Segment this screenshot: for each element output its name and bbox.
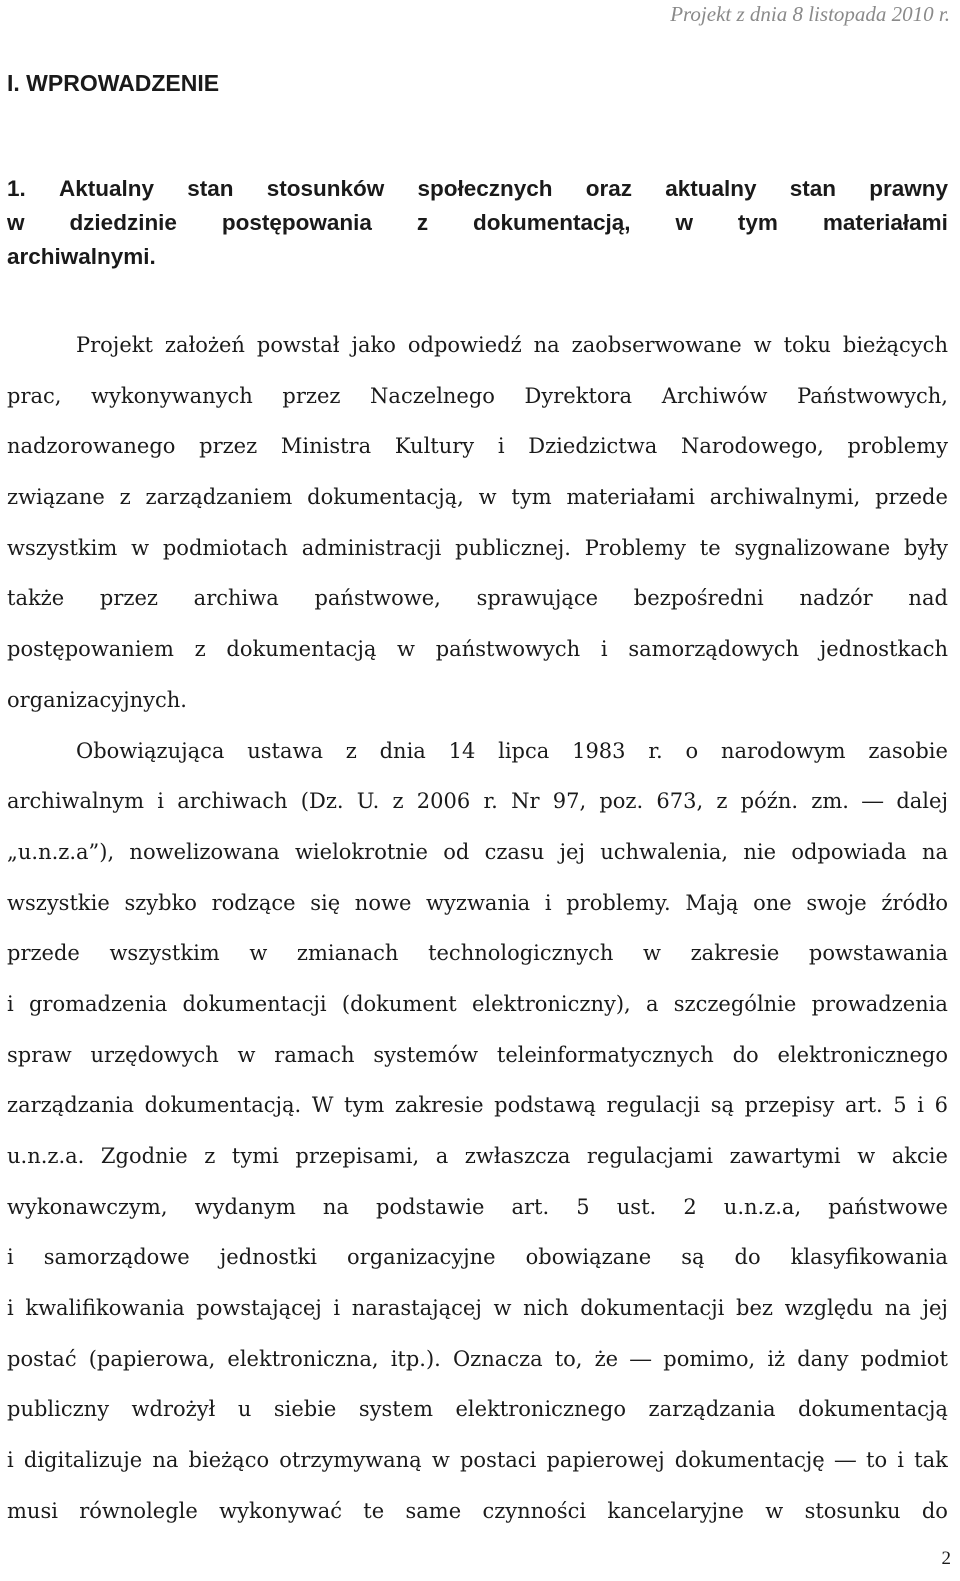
paragraph-line: organizacyjnych. [7,687,187,712]
word: nowe [354,890,412,915]
word: Nr [511,789,540,814]
word: i [544,890,552,915]
word: Problemy [584,535,686,560]
running-header: Projekt z dnia 8 listopada 2010 r. [670,2,950,26]
word: do [732,1042,759,1067]
word: wyzwania [426,890,531,915]
paragraph-line [7,1283,948,1334]
paragraph-line [7,776,948,827]
word: dany [797,1346,849,1371]
word: zakresie [394,1093,484,1118]
word: Ministra [280,434,372,459]
word: 1. [7,176,26,201]
word: regulacji [606,1093,701,1118]
word: w [397,637,416,662]
word: nad [908,586,948,611]
word: od [443,839,470,864]
body-paragraphs [7,320,948,1537]
word: gromadzenia [28,991,168,1016]
word: w [675,210,693,235]
word: z [119,485,131,510]
word: o [685,738,699,763]
word: lipca [498,738,550,763]
word: tak [914,1448,948,1473]
word: i [157,789,165,814]
paragraph-line [7,1334,948,1385]
word: nadzór [799,586,873,611]
word: Obowiązująca [76,738,225,763]
word: państwowych [435,637,581,662]
word: założeń [164,333,245,357]
paragraph-line [7,421,948,472]
word: art. [511,1194,550,1219]
word: podstawie [376,1194,485,1219]
word: stosunków [266,176,385,201]
paragraph-line [7,472,948,523]
word: problemy [847,434,948,459]
word: i [897,1448,904,1473]
word: w [478,485,497,510]
paragraph-line [7,878,948,929]
word: archiwalnymi, [709,485,861,510]
word: ― [630,1346,652,1371]
word: jednostki [219,1245,317,1270]
word: „u.n.z.a”), [7,839,115,864]
paragraph-line [7,371,948,422]
word: (papierowa, [88,1346,216,1371]
word: stan [789,176,836,201]
word: spraw [7,1042,72,1067]
word: odpowiada [791,839,907,864]
word: przepisy [744,1093,835,1118]
word: 5 [893,1093,907,1118]
word: z [392,789,404,814]
word: oraz [585,176,632,201]
word: względu [784,1296,874,1321]
word: bezpośredni [633,586,764,611]
word: 673, [656,789,704,814]
word: ust. [616,1194,657,1219]
word: te [699,535,721,560]
word: organizacyjne [347,1245,496,1270]
word: zarządzania [7,1093,134,1118]
word: u [237,1397,252,1422]
word: powstał [256,333,340,357]
word: elektronicznego [777,1042,948,1067]
word: dokumentacji [580,1296,725,1321]
word: materiałami [822,210,948,235]
word: W [311,1093,334,1118]
word: do [921,1498,948,1523]
word: jej [922,1296,948,1321]
word: jako [351,333,396,357]
word: a [435,1144,449,1168]
word: przez [99,586,158,611]
word: U. [356,789,380,814]
word: w [857,1144,876,1168]
word: z [716,789,728,814]
paragraph-line [7,523,948,574]
word: były [903,535,948,560]
word: na [322,1194,349,1219]
word: musi [7,1498,58,1523]
word: 6 [934,1093,948,1118]
word: z [194,637,206,662]
page-number: 2 [941,1548,951,1569]
word: czynności [482,1498,587,1523]
word: jednostkach [819,637,948,662]
word: 14 [448,738,476,763]
word: obowiązane [525,1245,652,1270]
word: prowadzenia [811,991,948,1016]
word: i [7,1448,14,1473]
word: stan [187,176,234,201]
word: i [7,1296,14,1321]
word: zarządzania [648,1397,776,1422]
word: dokumentacją [226,637,377,662]
word: ― [862,789,884,814]
word: Państwowych, [797,383,948,408]
word: wszystkie [7,890,110,915]
word: siebie [273,1397,337,1422]
word: sygnalizowane [734,535,891,560]
word: podstawą [494,1093,596,1118]
paragraph-line [7,573,948,624]
word: na [884,1296,911,1321]
word: administracji [301,535,442,560]
word: w [493,1296,512,1321]
word: samorządowe [43,1245,190,1270]
word: i [7,991,14,1016]
word: postaci [459,1448,537,1473]
word: art. [845,1093,883,1118]
paragraph-line [7,1080,948,1131]
word: tym [511,485,552,510]
word: do [734,1245,761,1270]
word: kancelaryjne [607,1498,744,1523]
subsection-heading-line [7,172,948,206]
word: Archiwów [661,383,768,408]
word: nich [523,1296,569,1321]
word: elektronicznego [455,1397,627,1422]
word: zawartymi [729,1144,841,1168]
word: uchwalenia, [600,839,729,864]
word: problemy. [566,890,671,915]
word: Kultury [394,434,475,459]
word: akcie [891,1144,948,1168]
word: bieżąco [188,1448,270,1473]
word: ustawa [247,738,323,763]
word: to, [554,1346,583,1371]
word: Projekt [76,333,153,357]
word: a [645,991,659,1016]
word: Mają [685,890,739,915]
paragraph-line [7,320,948,371]
word: podmiot [860,1346,948,1371]
word: samorządowych [628,637,799,662]
word: dokumentację [674,1448,825,1473]
word: toku [783,333,831,357]
word: archiwalnym [7,789,145,814]
word: przepisami, [295,1144,420,1168]
word: państwowe, [314,586,441,611]
word: papierowej [546,1448,665,1473]
word: dokumentacji [182,991,327,1016]
word: systemów [373,1042,479,1067]
word: r. [648,738,663,763]
word: postać [7,1346,77,1371]
word: one [753,890,792,915]
word: otrzymywaną [279,1448,422,1473]
word: publiczny [7,1397,110,1422]
word: urzędowych [90,1042,219,1067]
word: związane [7,485,105,510]
word: teleinformatycznych [496,1042,714,1067]
word: na [533,333,560,357]
word: stosunku [804,1498,901,1523]
word: zaobserwowane [571,333,742,357]
word: źródło [881,890,948,915]
word: dokumentacją [797,1397,948,1422]
word: 97, [552,789,587,814]
word: szybko [124,890,197,915]
word: same [405,1498,462,1523]
word: dokumentacją, [307,485,464,510]
word: sprawujące [476,586,599,611]
word: tym [344,1093,385,1118]
word: państwowe [828,1194,948,1219]
word: archiwa [193,586,279,611]
word: r. [483,789,498,814]
word: na [152,1448,179,1473]
word: narodowym [720,738,846,763]
word: zakresie [690,941,780,966]
paragraph-line [7,624,948,675]
word: system [358,1397,434,1422]
word: i [7,1245,14,1270]
word: bez [736,1296,773,1321]
subsection-heading-line [7,206,948,240]
word: regulacjami [586,1144,714,1168]
word: wykonywanych [91,383,253,408]
word: czasu [484,839,545,864]
word: wykonywać [219,1498,342,1523]
paragraph-line [7,928,948,979]
paragraph-line [7,726,948,777]
word: Zgodnie [100,1144,188,1168]
paragraph-line [7,1435,948,1486]
word: postępowaniem [7,637,174,662]
word: iż [767,1346,786,1371]
word: ramach [274,1042,355,1067]
word: u.n.z.a. [7,1144,85,1168]
word: digitalizuje [23,1448,143,1473]
word: 2006 [416,789,471,814]
word: przede [875,485,948,510]
word: w [237,1042,256,1067]
word: w [131,535,150,560]
word: prawny [869,176,948,201]
section-heading: I. WPROWADZENIE [7,70,220,96]
word: w [753,333,772,357]
word: prac, [7,383,62,408]
word: się [310,890,341,915]
word: poz. [599,789,644,814]
word: są [710,1093,735,1118]
word: publicznej. [455,535,571,560]
paragraph-line [7,1232,948,1283]
word: podmiotach [162,535,288,560]
word: i [333,1296,341,1321]
word: u.n.z.a, [723,1194,802,1219]
word: dokumentacją. [144,1093,302,1118]
word: przez [282,383,341,408]
word: aktualny [665,176,757,201]
word: (Dz. [300,789,344,814]
word: zmianach [296,941,399,966]
word: swoje [806,890,867,915]
paragraph-line [7,1384,948,1435]
word: rodzące [211,890,296,915]
paragraph-line [7,1486,948,1537]
word: Dyrektora [524,383,633,408]
word: nie [743,839,777,864]
word: materiałami [566,485,695,510]
word: itp.). [390,1346,441,1371]
word: odpowiedź [407,333,522,357]
word: dokumentacją, [473,210,631,235]
word: równolegle [79,1498,198,1523]
word: dnia [379,738,426,763]
word: te [363,1498,385,1523]
word: to [866,1448,888,1473]
word: jej [559,839,585,864]
word: wszystkim [109,941,220,966]
word: 1983 [572,738,626,763]
paragraph-line [7,1030,948,1081]
word: 5 [576,1194,590,1219]
word: technologicznych [428,941,614,966]
word: powstawania [808,941,948,966]
word: tymi [231,1144,279,1168]
word: Oznacza [452,1346,543,1371]
word: Aktualny [58,176,155,201]
word: z [416,210,429,235]
subsection-heading-line: archiwalnymi. [7,244,156,269]
word: społecznych [417,176,553,201]
word: Naczelnego [370,383,495,408]
word: wielokrotnie [294,839,428,864]
paragraph-line [7,979,948,1030]
word: i [917,1093,924,1118]
word: zm. [811,789,849,814]
word: klasyfikowania [790,1245,948,1270]
word: w [7,210,25,235]
word: narastającej [351,1296,482,1321]
word: przede [7,941,80,966]
word: zarządzaniem [145,485,293,510]
word: z [204,1144,216,1168]
word: wdrożył [131,1397,216,1422]
word: w [249,941,268,966]
word: Dziedzictwa [528,434,658,459]
word: wszystkim [7,535,118,560]
word: dalej [896,789,948,814]
word: archiwach [177,789,288,814]
word: szczególnie [673,991,797,1016]
word: z [345,738,357,763]
word: są [681,1245,705,1270]
word: i [600,637,608,662]
paragraph-line [7,1182,948,1233]
word: dziedzinie [69,210,177,235]
subsection-heading [7,172,948,274]
word: nowelizowana [129,839,280,864]
paragraph-line [7,1131,948,1182]
word: w [431,1448,450,1473]
word: zasobie [868,738,948,763]
word: ― [834,1448,856,1473]
word: (dokument [341,991,457,1016]
word: postępowania [221,210,372,235]
word: Narodowego, [680,434,824,459]
word: bieżących [842,333,948,357]
word: w [765,1498,784,1523]
word: późn. [740,789,799,814]
word: zwłaszcza [464,1144,571,1168]
word: powstającej [196,1296,322,1321]
word: i [497,434,505,459]
word: tym [737,210,778,235]
word: na [921,839,948,864]
paragraph-line [7,827,948,878]
word: kwalifikowania [25,1296,185,1321]
word: także [7,586,65,611]
word: elektroniczna, [227,1346,379,1371]
word: przez [199,434,258,459]
word: pomimo, [663,1346,756,1371]
word: nadzorowanego [7,434,176,459]
word: że [594,1346,619,1371]
word: w [643,941,661,966]
word: elektroniczny), [471,991,631,1016]
word: wydanym [194,1194,296,1219]
word: 2 [683,1194,697,1219]
word: wykonawczym, [7,1194,168,1219]
